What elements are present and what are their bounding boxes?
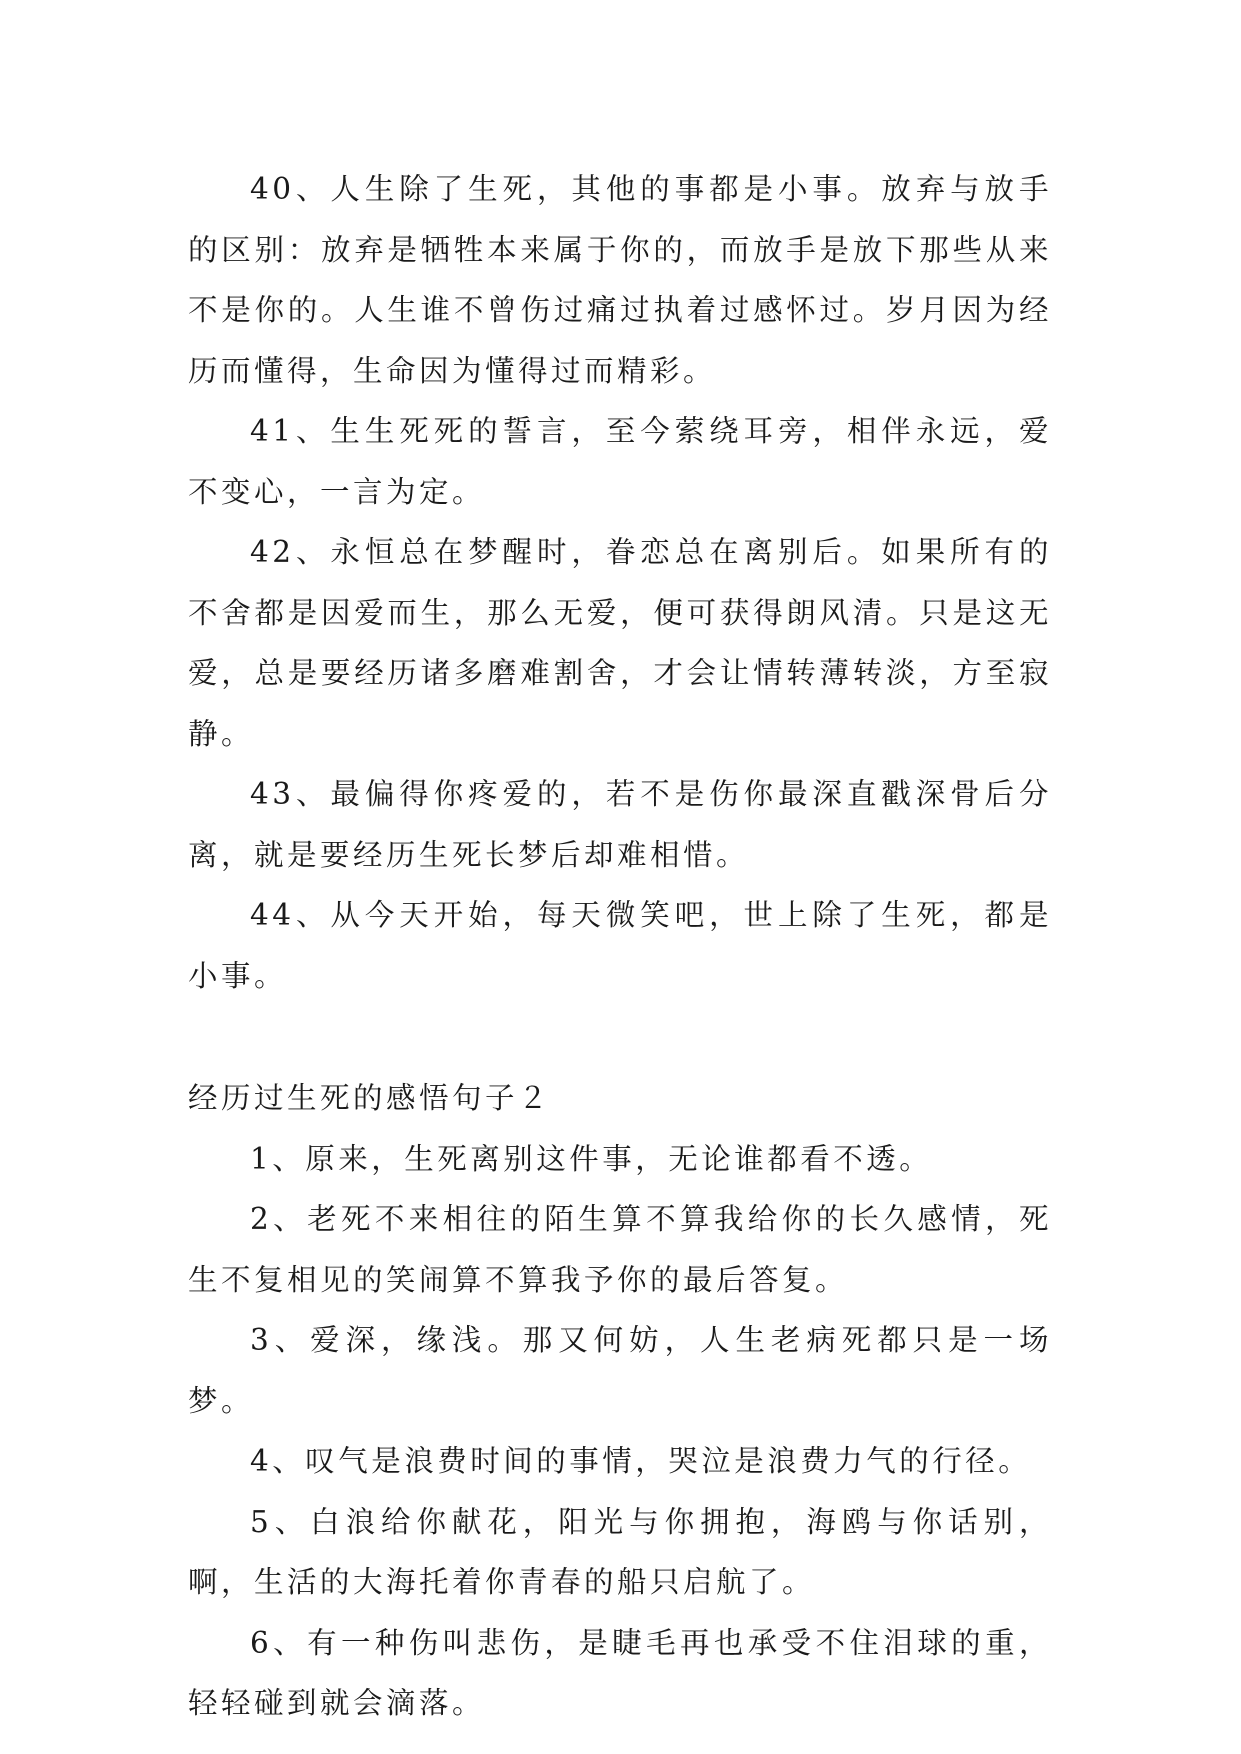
paragraph-42: 42、永恒总在梦醒时，眷恋总在离别后。如果所有的不舍都是因爱而生，那么无爱，便可获得朗风清。只是这无爱，总是要经历诸多磨难割舍，才会让情转薄转淡，方至寂静。	[188, 535, 1052, 751]
paragraph-1: 1、原来，生死离别这件事，无论谁都看不透。	[250, 1141, 933, 1176]
paragraph-43: 43、最偏得你疼爱的，若不是伤你最深直戳深骨后分离，就是要经历生死长梦后却难相惜。	[188, 777, 1052, 872]
paragraph-40: 40、人生除了生死，其他的事都是小事。放弃与放手的区别：放弃是牺牲本来属于你的，而放手是放下那些从来不是你的。人生谁不曾伤过痛过执着过感怀过。岁月因为经历而懂得，生命因为懂得过而精彩。	[188, 172, 1052, 388]
paragraph-6: 6、有一种伤叫悲伤，是睫毛再也承受不住泪球的重，轻轻碰到就会滴落。	[188, 1625, 1052, 1720]
paragraph-3: 3、爱深，缘浅。那又何妨，人生老病死都只是一场梦。	[188, 1323, 1052, 1418]
document-body	[188, 159, 1052, 1734]
paragraph-4: 4、叹气是浪费时间的事情，哭泣是浪费力气的行径。	[250, 1444, 1032, 1478]
paragraph-44: 44、从今天开始，每天微笑吧，世上除了生死，都是小事。	[188, 898, 1052, 993]
section-title: 经历过生死的感悟句子２	[188, 1081, 552, 1115]
paragraph-41: 41、生生死死的誓言，至今萦绕耳旁，相伴永远，爱不变心，一言为定。	[188, 414, 1052, 509]
paragraph-5: 5、白浪给你献花，阳光与你拥抱，海鸥与你话别，啊，生活的大海托着你青春的船只启航了。	[188, 1504, 1052, 1599]
paragraph-2: 2、老死不来相往的陌生算不算我给你的长久感情，死生不复相见的笑闹算不算我予你的最后答复。	[188, 1202, 1052, 1297]
